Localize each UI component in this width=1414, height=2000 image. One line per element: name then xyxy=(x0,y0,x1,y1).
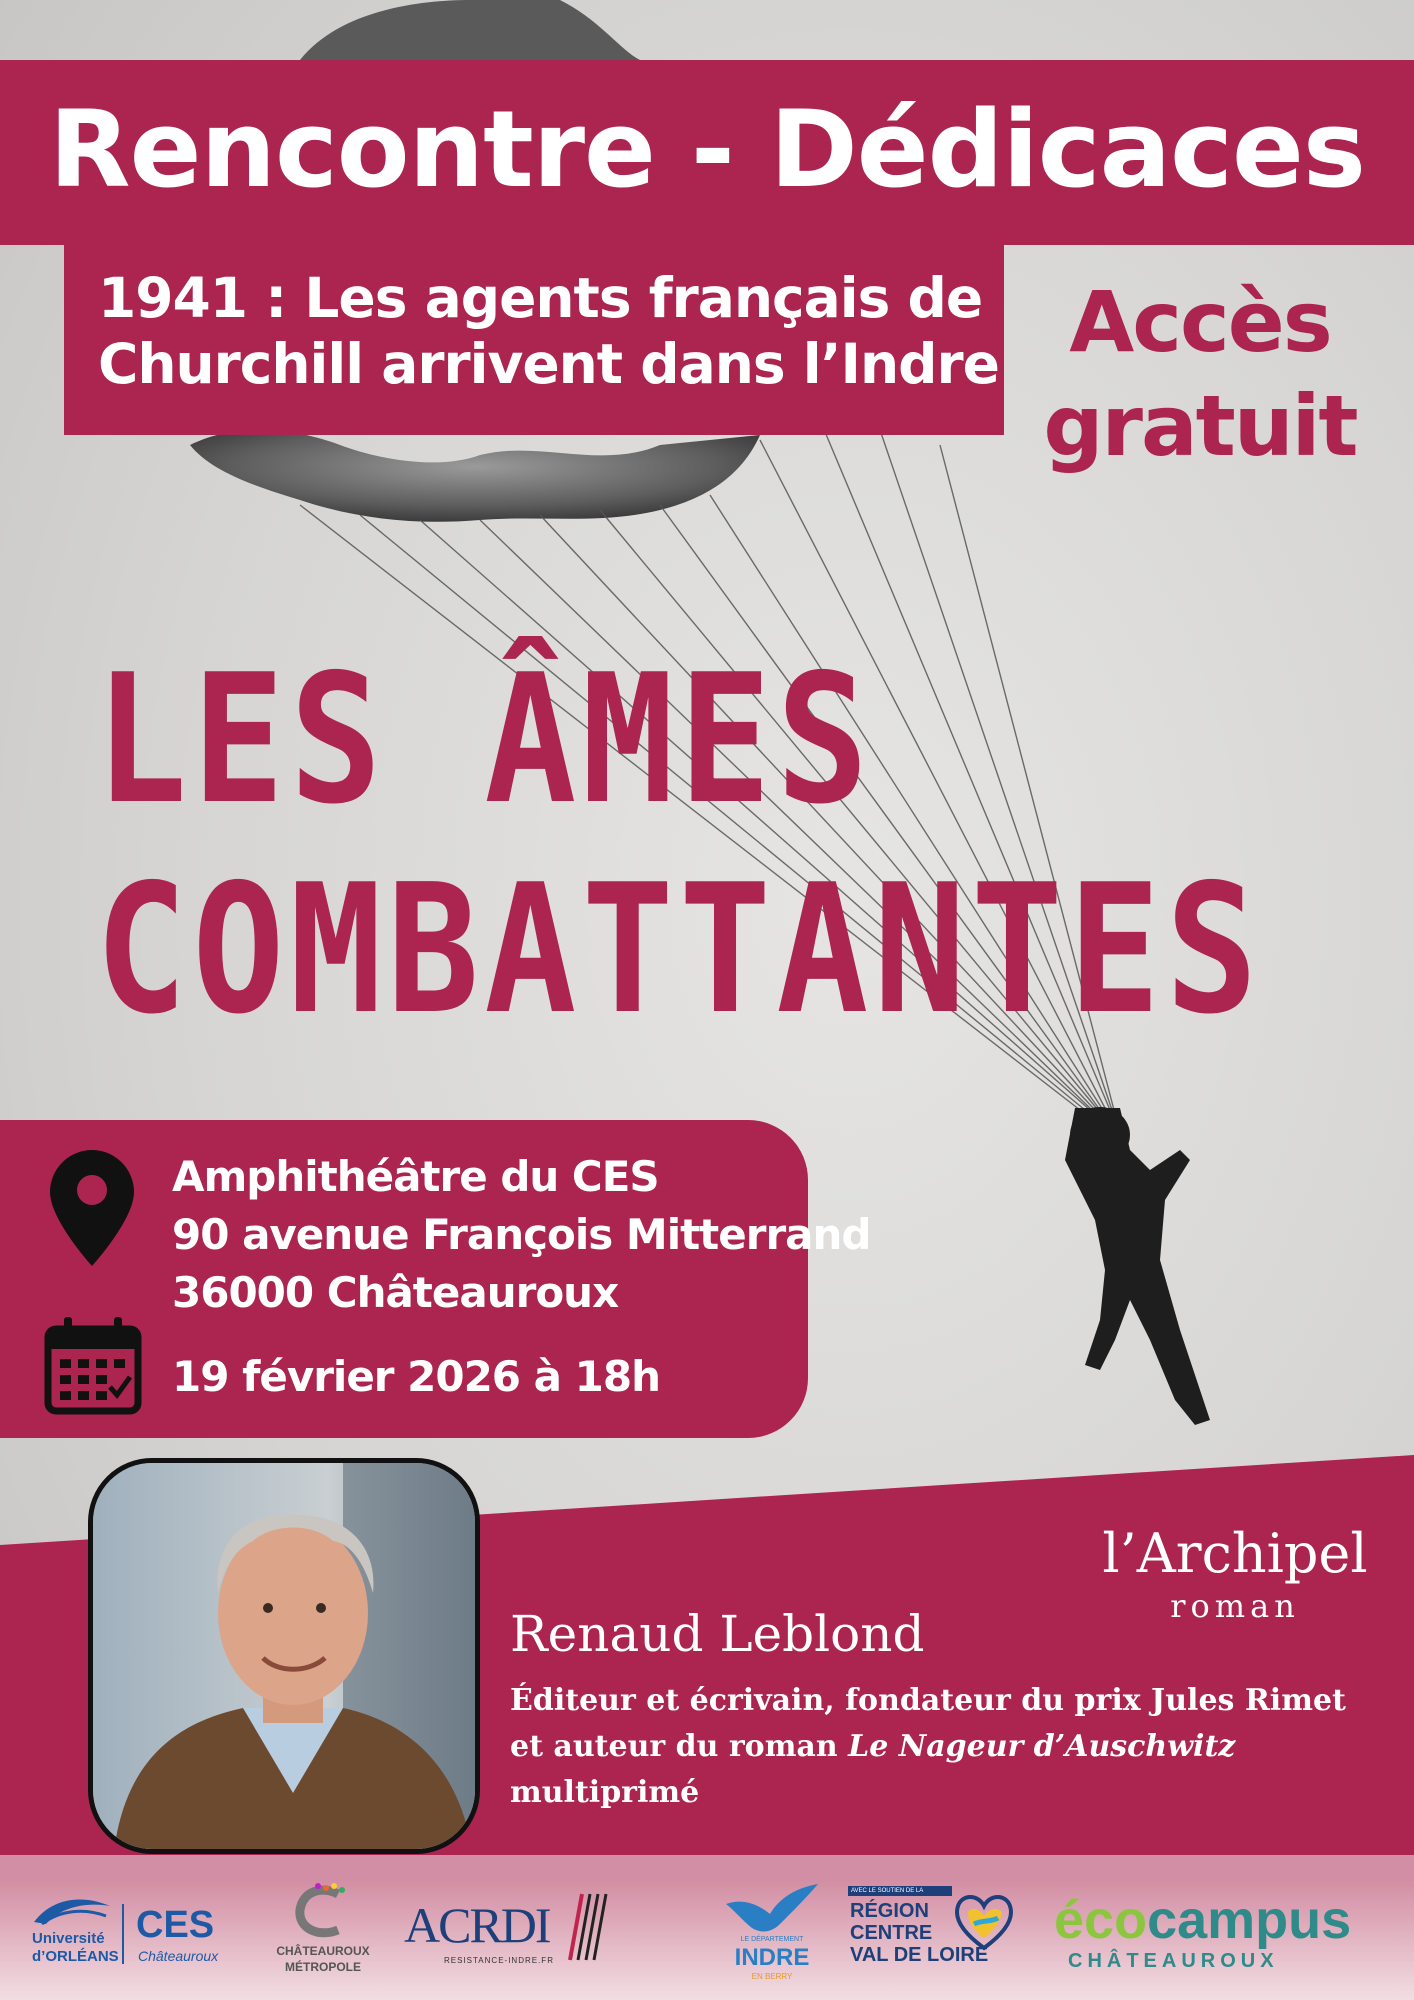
chateauroux-metropole-logo xyxy=(268,1882,378,1992)
address-street: 90 avenue François Mitterrand xyxy=(172,1210,871,1259)
region-small: AVEC LE SOUTIEN DE LA xyxy=(848,1886,952,1896)
subtitle-line-1: 1941 : Les agents français de xyxy=(98,266,983,330)
author-portrait xyxy=(88,1458,480,1854)
subtitle-line-2: Churchill arrivent dans l’Indre xyxy=(98,332,999,396)
author-name: Renaud Leblond xyxy=(510,1605,925,1663)
indre-sub: EN BERRY xyxy=(751,1972,793,1981)
address-venue: Amphithéâtre du CES xyxy=(172,1152,659,1201)
region-line-1: RÉGION xyxy=(850,1900,929,1922)
region-centre-logo xyxy=(848,1886,1018,1986)
acrdi-text: ACRDI xyxy=(404,1897,550,1953)
region-line-2: CENTRE xyxy=(850,1922,933,1944)
access-line-1: Accès xyxy=(1069,273,1331,371)
author-photo-image xyxy=(93,1463,480,1854)
universite-line-1: Université xyxy=(32,1930,105,1947)
region-line-3: VAL DE LOIRE xyxy=(850,1944,989,1966)
author-desc-part2: multiprimé xyxy=(510,1775,700,1810)
author-description xyxy=(510,1678,1370,1816)
indre-bird-icon xyxy=(722,1880,822,1936)
universite-wave-icon xyxy=(32,1892,112,1928)
ces-logo-sub: Châteauroux xyxy=(138,1948,219,1964)
region-heart-icon xyxy=(952,1890,1016,1954)
author-book-title: Le Nageur d’Auschwitz xyxy=(848,1729,1236,1764)
publisher-collection: roman xyxy=(1170,1587,1300,1625)
ces-logo-text: CES xyxy=(136,1904,215,1946)
access-line-2: gratuit xyxy=(1043,377,1357,475)
book-title-line-1: LES ÂMES xyxy=(95,636,874,843)
metropole-line-2: MÉTROPOLE xyxy=(284,1960,361,1974)
universite-line-2: d’ORLÉANS xyxy=(32,1948,119,1965)
event-date: 19 février 2026 à 18h xyxy=(172,1352,660,1401)
universite-orleans-logo xyxy=(32,1892,232,1972)
indre-text: INDRE xyxy=(734,1944,810,1971)
departement-indre-logo xyxy=(722,1880,822,1990)
acrdi-stripes-icon xyxy=(568,1892,608,1962)
campus-text: campus xyxy=(1147,1890,1352,1950)
acrdi-logo xyxy=(404,1892,694,1972)
author-desc-part1: Éditeur et écrivain, fondateur du prix Jules Rimet et auteur du roman xyxy=(510,1683,1346,1764)
event-type-title: Rencontre - Dédicaces xyxy=(48,88,1365,211)
acrdi-sub: RESISTANCE-INDRE.FR xyxy=(444,1956,554,1965)
metropole-c-icon xyxy=(268,1882,378,1942)
ecocampus-logo xyxy=(1054,1890,1394,1980)
publisher-name: l’Archipel xyxy=(1102,1522,1368,1585)
partner-logos xyxy=(0,1860,1414,2000)
book-title-line-2: COMBATTANTES xyxy=(95,846,1263,1053)
indre-small: LE DÉPARTEMENT xyxy=(740,1936,804,1943)
publisher-logo xyxy=(1090,1522,1380,1626)
address-city: 36000 Châteauroux xyxy=(172,1268,619,1317)
metropole-line-1: CHÂTEAUROUX xyxy=(276,1944,370,1958)
eco-text: éco xyxy=(1054,1890,1148,1950)
ecocampus-sub: CHÂTEAUROUX xyxy=(1068,1950,1279,1972)
